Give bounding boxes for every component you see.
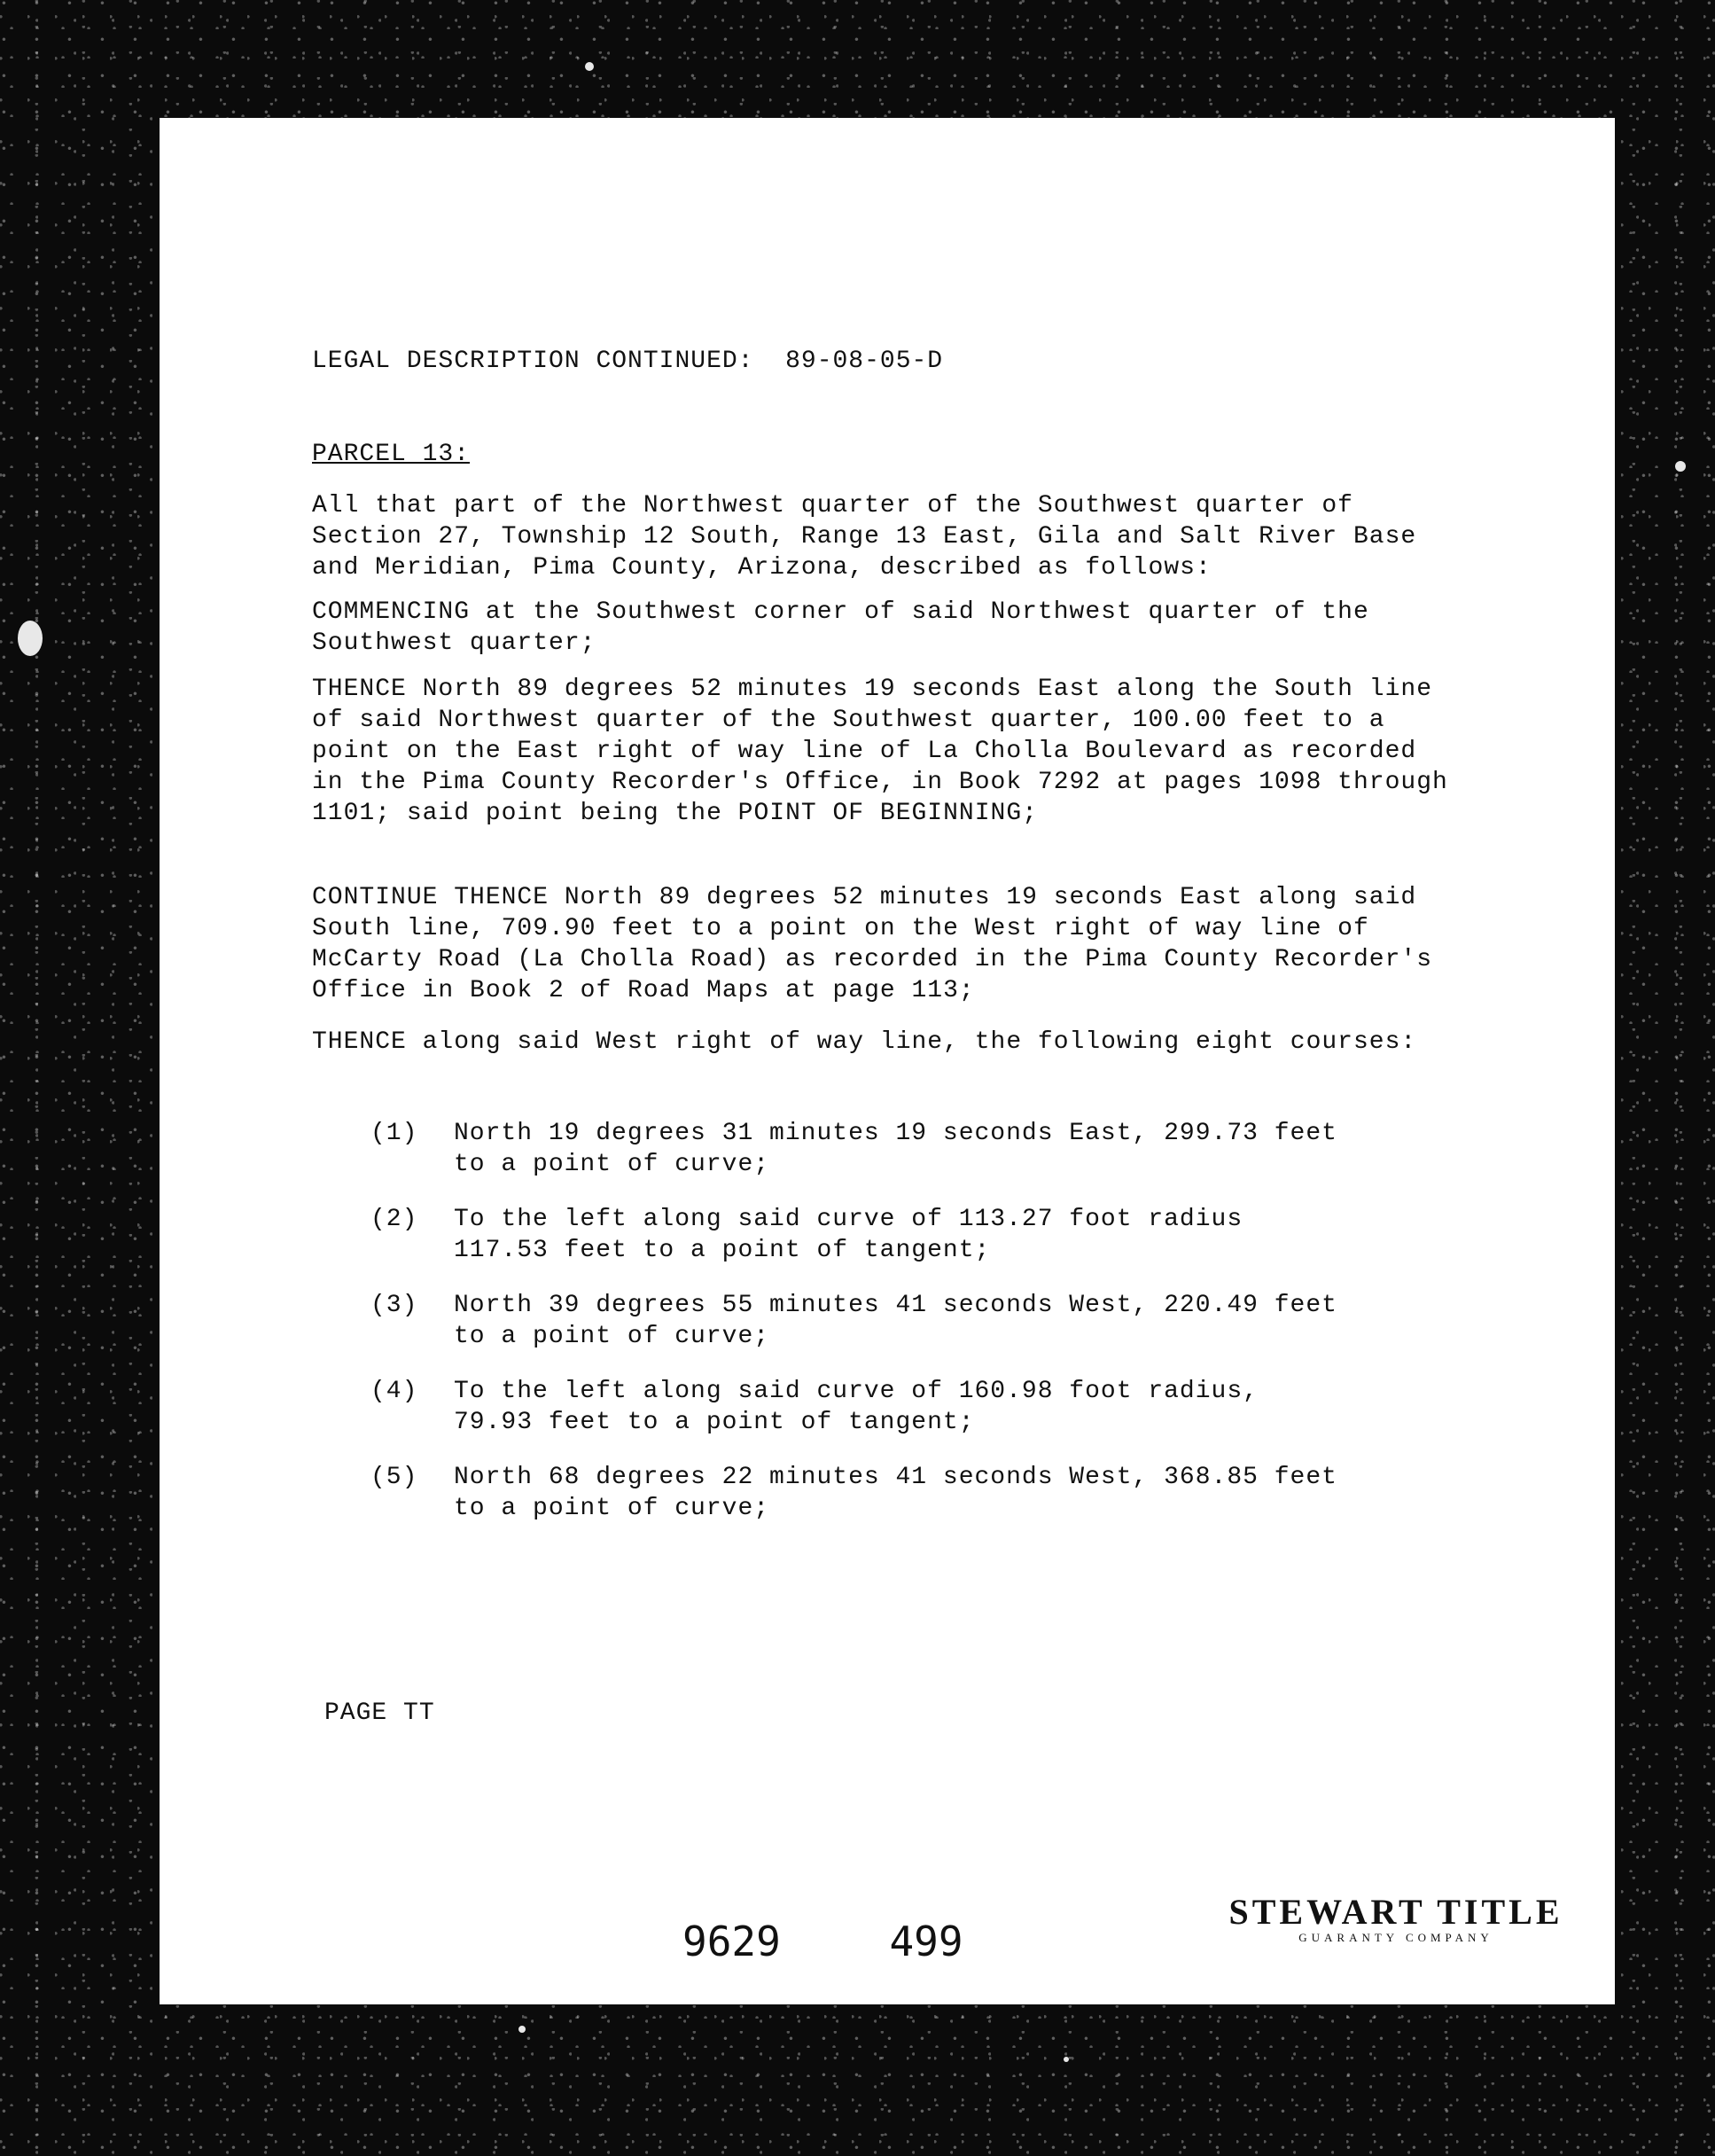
- scan-speckle: [585, 62, 594, 71]
- page-number: 499: [889, 1918, 963, 1965]
- paragraph-continue-thence: CONTINUE THENCE North 89 degrees 52 minutes 19 seconds East along said South line, 709.90 feet to a point on the West right of way line of McCarty Road (La Cholla Road) as recorded in the Pima County Recorder's Office in Book 2 of Road Maps at page 113;: [312, 884, 1432, 1004]
- stewart-title-logo: [1210, 1891, 1582, 1945]
- document-page: [160, 118, 1615, 2004]
- docket-number: 9629: [682, 1918, 781, 1965]
- course-text: North 68 degrees 22 minutes 41 seconds West, 368.85 feet to a point of curve;: [454, 1464, 1337, 1522]
- paragraph-thence-courses: THENCE along said West right of way line, the following eight courses:: [312, 1028, 1417, 1056]
- paragraph-thence-1: THENCE North 89 degrees 52 minutes 19 seconds East along the South line of said Northwest quarter of the Southwest quarter, 100.00 feet to a point on the East right of way line of La Cholla Boulevard as recorded in the Pima County Recorder's Office, in Book 7292 at pages 1098 through 1101; said point being the POINT OF BEGINNING;: [312, 676, 1448, 827]
- course-text: To the left along said curve of 160.98 foot radius, 79.93 feet to a point of tangent;: [454, 1378, 1259, 1436]
- page-label: PAGE TT: [324, 1699, 435, 1727]
- course-number: (1): [370, 1120, 418, 1147]
- scan-speckle: [18, 621, 43, 656]
- paragraph-commencing: COMMENCING at the Southwest corner of said Northwest quarter of the Southwest quarter;: [312, 598, 1369, 657]
- logo-name: STEWART TITLE: [1228, 1892, 1563, 1932]
- recording-stamp-numbers: [682, 1918, 1048, 1965]
- paragraph-description: All that part of the Northwest quarter of the Southwest quarter of Section 27, Township 12 South, Range 13 East, Gila and Salt River Base and Meridian, Pima County, Arizona, described as follows:: [312, 492, 1417, 582]
- course-number: (5): [370, 1464, 418, 1491]
- course-number: (2): [370, 1206, 418, 1233]
- course-text: To the left along said curve of 113.27 foot radius 117.53 feet to a point of tangent;: [454, 1206, 1243, 1264]
- scan-speckle: [1064, 2057, 1069, 2062]
- scan-speckle: [518, 2026, 526, 2033]
- course-number: (3): [370, 1292, 418, 1319]
- document-heading: LEGAL DESCRIPTION CONTINUED: 89-08-05-D: [312, 348, 944, 375]
- logo-subtitle: GUARANTY COMPANY: [1298, 1931, 1493, 1944]
- course-number: (4): [370, 1378, 418, 1405]
- course-text: North 39 degrees 55 minutes 41 seconds West, 220.49 feet to a point of curve;: [454, 1292, 1337, 1350]
- course-text: North 19 degrees 31 minutes 19 seconds East, 299.73 feet to a point of curve;: [454, 1120, 1337, 1178]
- parcel-label: PARCEL 13:: [312, 441, 471, 468]
- scan-speckle: [1675, 461, 1686, 472]
